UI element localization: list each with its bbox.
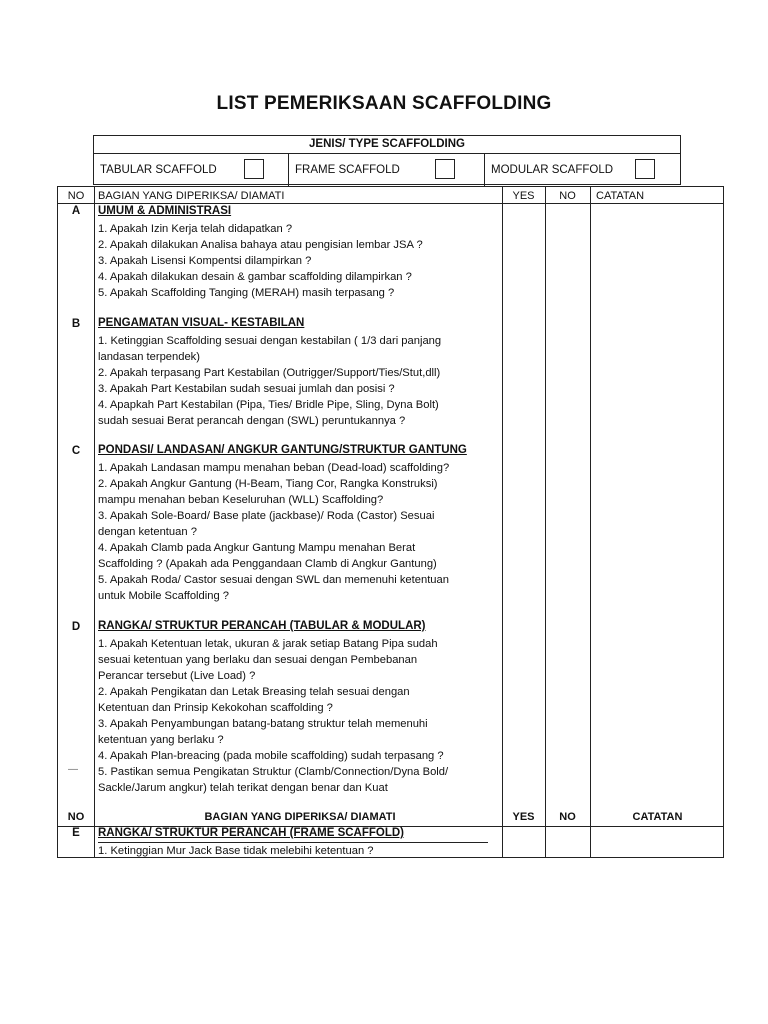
- list-item: 4. Apakah Plan-breacing (pada mobile scaffolding) sudah terpasang ?: [98, 750, 444, 762]
- list-item: 3. Apakah Sole-Board/ Base plate (jackbase)/ Roda (Castor) Sesuai: [98, 510, 435, 522]
- option-frame: [289, 154, 485, 186]
- list-item: 1. Ketinggian Scaffolding sesuai dengan kestabilan ( 1/3 dari panjang: [98, 335, 442, 347]
- list-item: 1. Apakah Ketentuan letak, ukuran & jarak setiap Batang Pipa sudah: [98, 638, 438, 650]
- modular-checkbox[interactable]: [635, 159, 655, 179]
- list-item: 2. Apakah terpasang Part Kestabilan (Outrigger/Support/Ties/Stut,dll): [98, 367, 441, 379]
- header-item: BAGIAN YANG DIPERIKSA/ DIAMATI: [98, 190, 285, 202]
- list-item: sudah sesuai Berat perancah dengan (SWL) peruntukannya ?: [98, 415, 406, 427]
- section-b-title: PENGAMATAN VISUAL- KESTABILAN: [98, 317, 305, 329]
- list-item: landasan terpendek): [98, 351, 201, 363]
- list-item: ketentuan yang berlaku ?: [98, 734, 224, 746]
- option-frame-label: FRAME SCAFFOLD: [295, 164, 400, 176]
- header-no-col: NO: [559, 190, 576, 202]
- option-modular: [485, 154, 680, 186]
- list-item: 3. Apakah Lisensi Kompentsi dilampirkan ?: [98, 255, 312, 267]
- section-c-letter: C: [71, 445, 81, 457]
- list-item: 2. Apakah dilakukan Analisa bahaya atau pengisian lembar JSA ?: [98, 239, 423, 251]
- list-item: 5. Apakah Scaffolding Tanging (MERAH) masih terpasang ?: [98, 287, 395, 299]
- section-e-letter: E: [72, 827, 80, 839]
- pen-mark: —: [68, 764, 78, 775]
- repeat-header-item: BAGIAN YANG DIPERIKSA/ DIAMATI: [204, 811, 396, 823]
- list-item: 5. Apakah Roda/ Castor sesuai dengan SWL dan memenuhi ketentuan: [98, 574, 449, 586]
- frame-checkbox[interactable]: [435, 159, 455, 179]
- list-item: untuk Mobile Scaffolding ?: [98, 590, 230, 602]
- list-item: dengan ketentuan ?: [98, 526, 197, 538]
- list-item: 1. Ketinggian Mur Jack Base tidak melebihi ketentuan ?: [98, 845, 374, 857]
- header-notes: CATATAN: [596, 190, 645, 202]
- list-item: 5. Pastikan semua Pengikatan Struktur (Clamb/Connection/Dyna Bold/: [98, 766, 449, 778]
- type-box-header: JENIS/ TYPE SCAFFOLDING: [94, 136, 680, 154]
- list-item: sesuai ketentuan yang berlaku dan sesuai dengan Pembebanan: [98, 654, 418, 666]
- section-a-title: UMUM & ADMINISTRASI: [98, 205, 232, 217]
- list-item: Perancar tersebut (Live Load) ?: [98, 670, 256, 682]
- repeat-header-notes: CATATAN: [632, 811, 683, 823]
- section-c-title: PONDASI/ LANDASAN/ ANGKUR GANTUNG/STRUKTUR GANTUNG: [98, 444, 467, 456]
- repeat-header-yes: YES: [512, 811, 535, 823]
- list-item: 1. Apakah Landasan mampu menahan beban (Dead-load) scaffolding?: [98, 462, 450, 474]
- section-d-letter: D: [71, 621, 81, 633]
- option-tabular: [94, 154, 289, 186]
- list-item: 2. Apakah Angkur Gantung (H-Beam, Tiang Cor, Rangka Konstruksi): [98, 478, 438, 490]
- list-item: 1. Apakah Izin Kerja telah didapatkan ?: [98, 223, 293, 235]
- list-item: Ketentuan dan Prinsip Kekokohan scaffolding ?: [98, 702, 333, 714]
- list-item: 4. Apakah dilakukan desain & gambar scaffolding dilampirkan ?: [98, 271, 412, 283]
- section-d-title: RANGKA/ STRUKTUR PERANCAH (TABULAR & MODULAR): [98, 620, 426, 632]
- list-item: mampu menahan beban Keseluruhan (WLL) Scaffolding?: [98, 494, 384, 506]
- scaffold-type-box: [93, 135, 681, 185]
- option-tabular-label: TABULAR SCAFFOLD: [100, 164, 217, 176]
- header-no: NO: [67, 190, 85, 202]
- list-item: 4. Apakah Clamb pada Angkur Gantung Mampu menahan Berat: [98, 542, 416, 554]
- repeat-header-no-col: NO: [559, 811, 576, 823]
- page-title: LIST PEMERIKSAAN SCAFFOLDING: [216, 93, 552, 114]
- checklist-table: [57, 186, 724, 858]
- section-e-title: RANGKA/ STRUKTUR PERANCAH (FRAME SCAFFOLD): [98, 827, 405, 839]
- tabular-checkbox[interactable]: [244, 159, 264, 179]
- list-item: 4. Apapkah Part Kestabilan (Pipa, Ties/ Bridle Pipe, Sling, Dyna Bolt): [98, 399, 439, 411]
- option-modular-label: MODULAR SCAFFOLD: [491, 164, 614, 176]
- list-item: Sackle/Jarum angkur) telah terikat dengan benar dan Kuat: [98, 782, 388, 794]
- list-item: 3. Apakah Part Kestabilan sudah sesuai jumlah dan posisi ?: [98, 383, 395, 395]
- section-b-letter: B: [71, 318, 81, 330]
- list-item: 3. Apakah Penyambungan batang-batang struktur telah memenuhi: [98, 718, 428, 730]
- list-item: Scaffolding ? (Apakah ada Penggandaan Clamb di Angkur Gantung): [98, 558, 437, 570]
- section-a-letter: A: [71, 205, 81, 217]
- repeat-header-no: NO: [67, 811, 85, 823]
- header-yes: YES: [512, 190, 535, 202]
- list-item: 2. Apakah Pengikatan dan Letak Breasing telah sesuai dengan: [98, 686, 410, 698]
